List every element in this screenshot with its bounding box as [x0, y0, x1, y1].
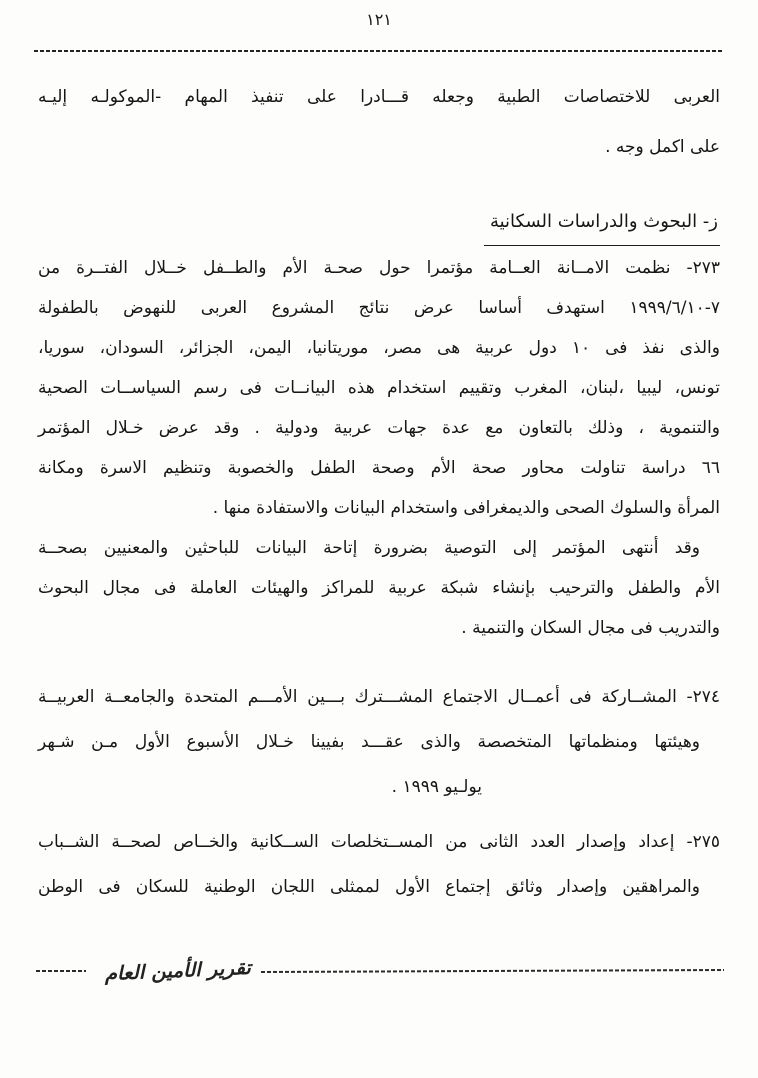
page-number: ١٢١ [366, 10, 392, 29]
section-heading-row [38, 203, 720, 246]
page-footer [36, 948, 724, 994]
paragraph-line: المرأة والسلوك الصحى والديمغرافى واستخدام البيانات والاستفادة منها . [212, 498, 720, 518]
paragraph-line: وقد أنتهى المؤتمر إلى التوصية بضرورة إتاحة البيانات للباحثين والمعنيين بصحــة [38, 538, 700, 558]
intro-line: على اكمل وجه . [605, 137, 720, 157]
paragraph-line: وهيئتها ومنظماتها المتخصصة والذى عقـــد بفيينا خـلال الأسبوع الأول مـن شـهر [38, 732, 700, 752]
paragraph-line: الأم والطفل والترحيب بإنشاء شبكة عربية للمراكز والهيئات العاملة فى مجال البحوث [38, 578, 720, 598]
paragraph-275 [38, 820, 720, 910]
footer-signature: تقرير الأمين العام [104, 956, 252, 986]
section-heading: ز- البحوث والدراسات السكانية [484, 203, 720, 246]
paragraph-line: تونس، ليبيا ،لبنان، المغرب وتقييم استخدام هذه البيانــات فى رسم السياســات الصحية [38, 378, 720, 398]
paragraph-line: ٢٧٥- إعداد وإصدار العدد الثانى من المســتخلصات الســكانية والخــاص لصحــة الشــباب [38, 832, 720, 852]
top-divider-rule [34, 50, 724, 52]
intro-line: العربى للاختصاصات الطبية وجعله قـــادرا على تنفيذ المهام -الموكولـه إليـه [38, 87, 720, 107]
paragraph-line: والمراهقين وإصدار وثائق إجتماع الأول لممثلى اللجان الوطنية للسكان فى الوطن [38, 877, 700, 897]
paragraph-line: ٦٦ دراسة تناولت محاور صحة الأم وصحة الطفل والخصوبة وتنظيم الاسرة ومكانة [38, 458, 720, 478]
paragraph-line: ٧-١٩٩٩/٦/١٠ استهدف أساسا عرض نتائج المشروع العربى للنهوض بالطفولة [38, 298, 720, 318]
footer-divider-short [36, 970, 86, 972]
footer-divider-long [261, 969, 724, 973]
paragraph-line: يولـيو ١٩٩٩ . [391, 777, 482, 797]
paragraph-line: والتنموية ، وذلك بالتعاون مع عدة جهات عربية ودولية . وقد عرض خـلال المؤتمر [38, 418, 720, 438]
paragraph-line: ٢٧٤- المشــاركة فى أعمــال الاجتماع المشـــترك بـــين الأمـــم المتحدة والجامعــة العربيــة [38, 687, 720, 707]
paragraph-line: ٢٧٣- نظمت الامــانة العــامة مؤتمرا حول صحـة الأم والطــفل خــلال الفتــرة من [38, 258, 720, 278]
paragraph-line: والتدريب فى مجال السكان والتنمية . [461, 618, 720, 638]
paragraph-line: والذى نفذ فى ١٠ دول عربية هى مصر، موريتانيا، اليمن، الجزائر، السودان، سوريا، [38, 338, 720, 358]
intro-paragraph [38, 72, 720, 172]
paragraph-273 [38, 248, 720, 648]
paragraph-274 [38, 675, 720, 810]
